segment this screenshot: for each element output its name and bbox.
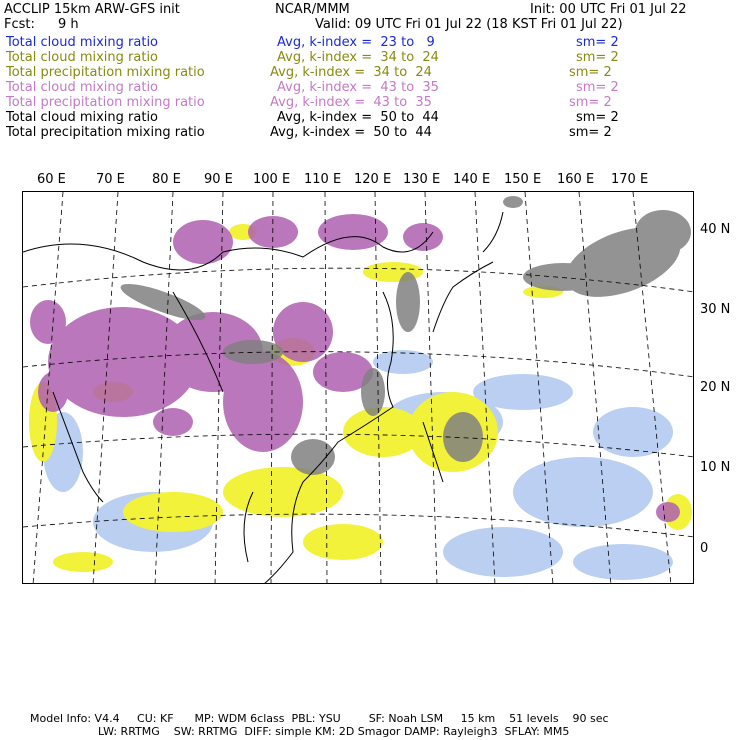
model-info-line2: LW: RRTMG SW: RRTMG DIFF: simple KM: 2D Smagor DAMP: Rayleigh3 SFLAY: MM5 bbox=[98, 725, 570, 738]
legend-range: Avg, k-index = 34 to 24 bbox=[270, 65, 432, 80]
legend-smoothing: sm= 2 bbox=[576, 110, 619, 125]
longitude-label: 110 E bbox=[304, 172, 342, 187]
forecast-label: Fcst: bbox=[4, 17, 35, 32]
model-info-line1: Model Info: V4.4 CU: KF MP: WDM 6class PBL: YSU SF: Noah LSM 15 km 51 levels 90 sec bbox=[30, 712, 609, 725]
legend-smoothing: sm= 2 bbox=[576, 50, 619, 65]
legend-smoothing: sm= 2 bbox=[576, 80, 619, 95]
valid-time: Valid: 09 UTC Fri 01 Jul 22 (18 KST Fri 01 Jul 22) bbox=[315, 17, 623, 32]
latitude-label: 20 N bbox=[700, 380, 731, 395]
legend-field: Total cloud mixing ratio bbox=[6, 110, 159, 125]
organization-label: NCAR/MMM bbox=[275, 2, 350, 17]
latitude-label: 40 N bbox=[700, 222, 731, 237]
legend-field: Total cloud mixing ratio bbox=[6, 50, 159, 65]
longitude-label: 130 E bbox=[403, 172, 441, 187]
latitude-label: 0 bbox=[700, 541, 709, 556]
model-title: ACCLIP 15km ARW-GFS init bbox=[4, 2, 180, 17]
longitude-label: 150 E bbox=[504, 172, 542, 187]
legend-range: Avg, k-index = 34 to 24 bbox=[277, 50, 439, 65]
legend-field: Total precipitation mixing ratio bbox=[6, 95, 205, 110]
longitude-label: 120 E bbox=[354, 172, 392, 187]
longitude-label: 100 E bbox=[253, 172, 291, 187]
longitude-label: 160 E bbox=[557, 172, 595, 187]
longitude-label: 90 E bbox=[204, 172, 233, 187]
legend-range: Avg, k-index = 43 to 35 bbox=[270, 95, 432, 110]
longitude-label: 170 E bbox=[611, 172, 649, 187]
legend-smoothing: sm= 2 bbox=[569, 65, 612, 80]
legend-smoothing: sm= 2 bbox=[569, 125, 612, 140]
longitude-label: 80 E bbox=[152, 172, 181, 187]
legend-field: Total cloud mixing ratio bbox=[6, 80, 159, 95]
legend-range: Avg, k-index = 50 to 44 bbox=[270, 125, 432, 140]
legend-field: Total cloud mixing ratio bbox=[6, 35, 159, 50]
longitude-label: 140 E bbox=[453, 172, 491, 187]
legend-field: Total precipitation mixing ratio bbox=[6, 65, 205, 80]
latitude-label: 30 N bbox=[700, 302, 731, 317]
legend-smoothing: sm= 2 bbox=[576, 35, 619, 50]
legend-range: Avg, k-index = 23 to 9 bbox=[277, 35, 435, 50]
longitude-label: 70 E bbox=[96, 172, 125, 187]
legend-range: Avg, k-index = 50 to 44 bbox=[277, 110, 439, 125]
legend-smoothing: sm= 2 bbox=[569, 95, 612, 110]
init-time: Init: 00 UTC Fri 01 Jul 22 bbox=[530, 2, 687, 17]
longitude-label: 60 E bbox=[37, 172, 66, 187]
legend-range: Avg, k-index = 43 to 35 bbox=[277, 80, 439, 95]
forecast-hour: 9 h bbox=[58, 17, 79, 32]
forecast-map bbox=[22, 191, 694, 584]
legend-field: Total precipitation mixing ratio bbox=[6, 125, 205, 140]
latitude-label: 10 N bbox=[700, 460, 731, 475]
